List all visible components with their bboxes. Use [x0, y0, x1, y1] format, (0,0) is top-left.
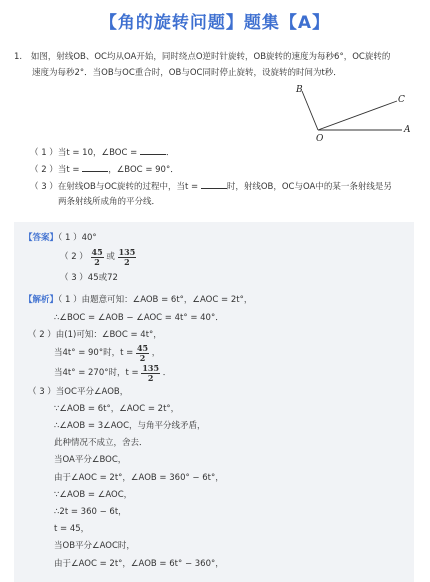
- answer-line-2: （ 2 ） $\frac{45}{2}$ 或 $\frac{135}{2}$: [60, 247, 136, 267]
- analysis-line-6: （ 3 ）当OC平分∠AOB，: [28, 387, 129, 397]
- analysis-line-12: ∵∠AOB = ∠AOC，: [54, 490, 133, 500]
- analysis-line-8: ∴∠AOB = 3∠AOC，与角平分线矛盾，: [54, 421, 206, 431]
- analysis-line-5: 当4t° = 270°时，t = $\frac{135}{2}$ ．: [54, 363, 172, 383]
- answer-tag: 【答案】: [24, 233, 59, 243]
- part-1: （ 1 ）当t = 10，∠BOC = ．: [30, 145, 174, 160]
- analysis-line-4: 当4t° = 90°时，t = $\frac{45}{2}$ ，: [54, 343, 161, 363]
- analysis-line-9: 此种情况不成立，舍去．: [54, 438, 148, 448]
- analysis-line-7: ∵∠AOB = 6t°，∠AOC = 2t°，: [54, 404, 180, 414]
- part-2: （ 2 ）当t = ，∠BOC = 90°．: [30, 162, 179, 177]
- analysis-fraction-1: $\frac{45}{2}$: [136, 343, 149, 363]
- analysis-line-2: ∴∠BOC = ∠AOB − ∠AOC = 4t° = 40°．: [54, 313, 224, 323]
- label-o: O: [316, 134, 324, 142]
- analysis-line-11: 由于∠AOC = 2t°，∠AOB = 360° − 6t°，: [54, 473, 224, 483]
- label-c: C: [398, 95, 405, 105]
- analysis-line-15: 当OB平分∠AOC时，: [54, 541, 135, 551]
- question-text-2: 速度为每秒2°．当OB与OC重合时，OB与OC同时停止旋转，设旋转的时间为t秒．: [32, 68, 342, 78]
- label-a: A: [404, 125, 411, 135]
- angle-diagram: [292, 82, 414, 142]
- analysis-line-1: 【解析】（ 1 ）由题意可知：∠AOB = 6t°，∠AOC = 2t°，: [24, 295, 253, 305]
- part-3: （ 3 ）在射线OB与OC旋转的过程中，当t = 时，射线OB，OC与OA中的某一条射线是另: [30, 179, 392, 194]
- answer-line-3: （ 3 ）45或72: [60, 273, 118, 283]
- question-text-1: 如图，射线OB、OC均从OA开始，同时绕点O逆时针旋转，OB旋转的速度为每秒6°，OC旋转的: [30, 52, 391, 62]
- analysis-tag: 【解析】: [24, 295, 59, 305]
- analysis-fraction-2: $\frac{135}{2}$: [142, 363, 160, 383]
- answer-fraction-2: $\frac{135}{2}$: [118, 247, 136, 267]
- ray-oc: [318, 101, 397, 130]
- answer-panel: [14, 222, 414, 582]
- analysis-line-14: t = 45，: [54, 524, 90, 534]
- blank-3: [201, 179, 227, 189]
- blank-1: [140, 145, 166, 155]
- analysis-line-10: 当OA平分∠BOC，: [54, 455, 127, 465]
- analysis-line-16: 由于∠AOC = 2t°，∠AOB = 6t° − 360°，: [54, 559, 224, 569]
- answer-line-1: 【答案】（ 1 ）40°: [24, 233, 97, 243]
- page-title: 【角的旋转问题】题集【A】: [99, 13, 331, 33]
- blank-2: [82, 162, 108, 172]
- ray-ob: [302, 91, 318, 130]
- answer-fraction-1: $\frac{45}{2}$: [91, 247, 103, 267]
- question-number: 1.: [14, 52, 23, 62]
- label-b: B: [296, 85, 303, 95]
- analysis-line-13: ∴2t = 360 − 6t，: [54, 507, 127, 517]
- question-line-1: [14, 51, 414, 64]
- analysis-line-3: （ 2 ）由(1)可知：∠BOC = 4t°，: [28, 330, 162, 340]
- part-3-line-2: 两条射线所成角的平分线．: [58, 197, 161, 207]
